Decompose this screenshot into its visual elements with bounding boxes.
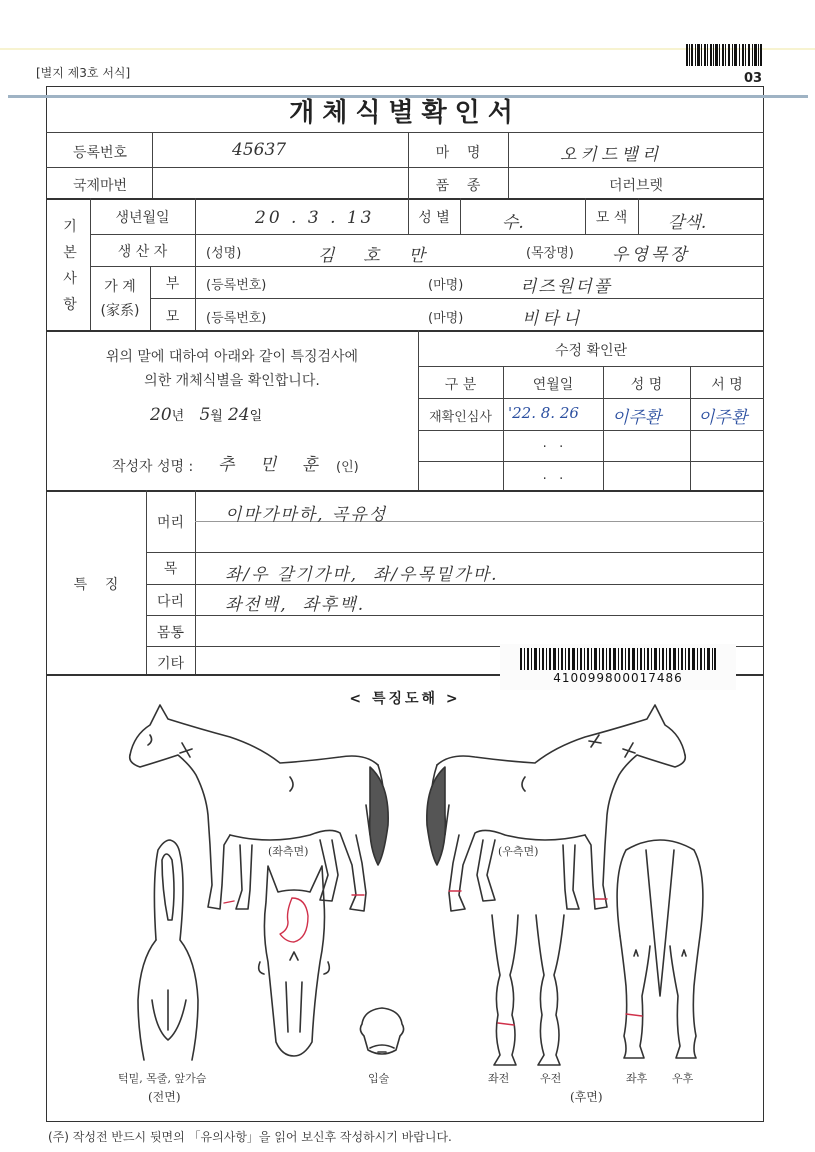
feature-value-head: 이마가마하, 곡유성 [225, 505, 388, 525]
sex-label: 성 별 [418, 210, 450, 226]
divider [46, 198, 764, 200]
revision-col-date: 연월일 [532, 377, 574, 393]
breed-label: 품 종 [435, 178, 481, 194]
feature-label-other: 기타 [156, 656, 185, 672]
breed-value: 더러브렛 [608, 178, 664, 194]
caption-left-hind: 좌후 [626, 1072, 648, 1085]
caption-lips: 입술 [368, 1072, 390, 1085]
breeder-label: 생 산 자 [117, 244, 168, 260]
feature-label-legs: 다리 [156, 594, 185, 610]
document-title: 개체식별확인서 [289, 98, 521, 128]
horse-front-chest-drawing [130, 840, 210, 1065]
pedigree-label-hanja: (家系) [100, 303, 140, 319]
sire-label: 부 [165, 276, 180, 292]
birth-date-value: 20 . 3 . 13 [255, 208, 375, 228]
caption-left-fore: 좌전 [488, 1072, 510, 1085]
divider [46, 132, 764, 133]
registration-no-label: 등록번호 [72, 145, 128, 161]
features-section-label: 특 징 [73, 577, 119, 593]
horse-name-value: 오키드밸리 [560, 145, 663, 165]
sire-reg-no-label: (등록번호) [206, 278, 267, 293]
feature-label-body: 몸통 [156, 625, 185, 641]
sire-name-label: (마명) [428, 278, 464, 293]
revision-row-date: . . [542, 436, 564, 451]
divider [638, 198, 639, 234]
farm-name-label: (목장명) [526, 246, 574, 261]
caption-front: (전면) [148, 1090, 181, 1104]
farm-name-value: 우영목장 [612, 245, 690, 265]
intl-horse-no-label: 국제마번 [72, 178, 128, 194]
divider [146, 552, 764, 553]
divider [90, 266, 764, 267]
dam-label: 모 [165, 309, 180, 325]
author-label: 작성자 성명 : [112, 459, 194, 475]
revision-col-type: 구 분 [444, 377, 477, 393]
revision-col-signature: 서 명 [711, 377, 743, 393]
revision-row-date: '22. 8. 26 [508, 404, 579, 422]
revision-row-date: . . [542, 468, 564, 483]
caption-right-side: (우측면) [498, 845, 539, 858]
revision-row-name: 이주환 [612, 408, 662, 428]
divider [460, 198, 461, 234]
statement-line-2: 의한 개체식별을 확인합니다. [144, 373, 320, 389]
birth-date-label: 생년월일 [115, 210, 170, 226]
date-day: 24 [227, 405, 250, 425]
divider [418, 398, 764, 399]
coat-color-label: 모 색 [595, 210, 628, 226]
form-code: [별지 제3호 서식] [36, 66, 131, 80]
caption-left-side: (좌측면) [268, 845, 309, 858]
revision-col-name: 성 명 [630, 377, 663, 393]
horse-front-legs-drawing [488, 915, 568, 1075]
divider [152, 132, 153, 198]
registration-no-value: 45637 [232, 140, 287, 160]
divider [46, 490, 764, 492]
dam-reg-no-label: (등록번호) [206, 311, 267, 326]
caption-right-hind: 우후 [672, 1072, 694, 1085]
sire-name-value: 리즈원더풀 [520, 277, 613, 297]
barcode-bars [520, 648, 716, 670]
diagram-title: < 특징도해 > [349, 691, 461, 707]
sex-value: 수. [502, 213, 524, 233]
divider [150, 298, 764, 299]
top-barcode [686, 44, 762, 66]
revision-row-type: 재확인심사 [429, 410, 492, 425]
revision-row-signature: 이주환 [698, 408, 748, 428]
caption-right-fore: 우전 [540, 1072, 562, 1085]
horse-rear-drawing [612, 836, 708, 1076]
footnote: (주) 작성전 반드시 뒷면의 「유의사항」을 읽어 보신후 작성하시기 바랍니다. [48, 1130, 452, 1144]
dam-name-value: 비타니 [522, 309, 584, 329]
barcode-sticker [500, 644, 736, 690]
divider [46, 167, 764, 168]
feature-value-neck: 좌/우 갈기가마, 좌/우목밑가마. [225, 565, 499, 585]
horse-lips-drawing [356, 1006, 408, 1062]
divider [408, 132, 409, 198]
divider [195, 198, 196, 330]
divider [418, 461, 764, 462]
breeder-name-value: 김 호 만 [318, 246, 431, 266]
date-month: 5 [199, 405, 211, 425]
horse-name-label: 마 명 [435, 145, 481, 161]
breeder-name-label: (성명) [206, 246, 242, 261]
dam-name-label: (마명) [428, 311, 464, 326]
divider [418, 366, 764, 367]
pedigree-label: 가 계 [104, 279, 136, 295]
divider [418, 430, 764, 431]
seal-label: (인) [336, 460, 359, 475]
caption-front-parts: 턱밑, 목줄, 앞가슴 [118, 1072, 207, 1085]
statement-line-1: 위의 말에 대하여 아래와 같이 특징검사에 [105, 349, 359, 365]
divider [90, 234, 764, 235]
feature-label-neck: 목 [163, 561, 178, 577]
revision-title: 수정 확인란 [554, 343, 628, 359]
divider [146, 615, 764, 616]
page-number: 03 [744, 71, 763, 86]
divider [46, 330, 764, 332]
date-year: 20 [150, 405, 172, 425]
horse-head-front-drawing [258, 862, 332, 1062]
caption-rear: (후면) [570, 1090, 603, 1104]
confirmation-date: 20년 5월 24일 [150, 405, 263, 425]
feature-value-legs: 좌전백, 좌후백. [225, 595, 366, 615]
author-name: 추 민 훈 [218, 455, 329, 475]
coat-color-value: 갈색. [668, 213, 707, 233]
basic-info-section-label: 기 본 사 항 [63, 219, 77, 313]
barcode-number: 410099800017486 [553, 671, 683, 685]
feature-label-head: 머리 [156, 515, 185, 531]
